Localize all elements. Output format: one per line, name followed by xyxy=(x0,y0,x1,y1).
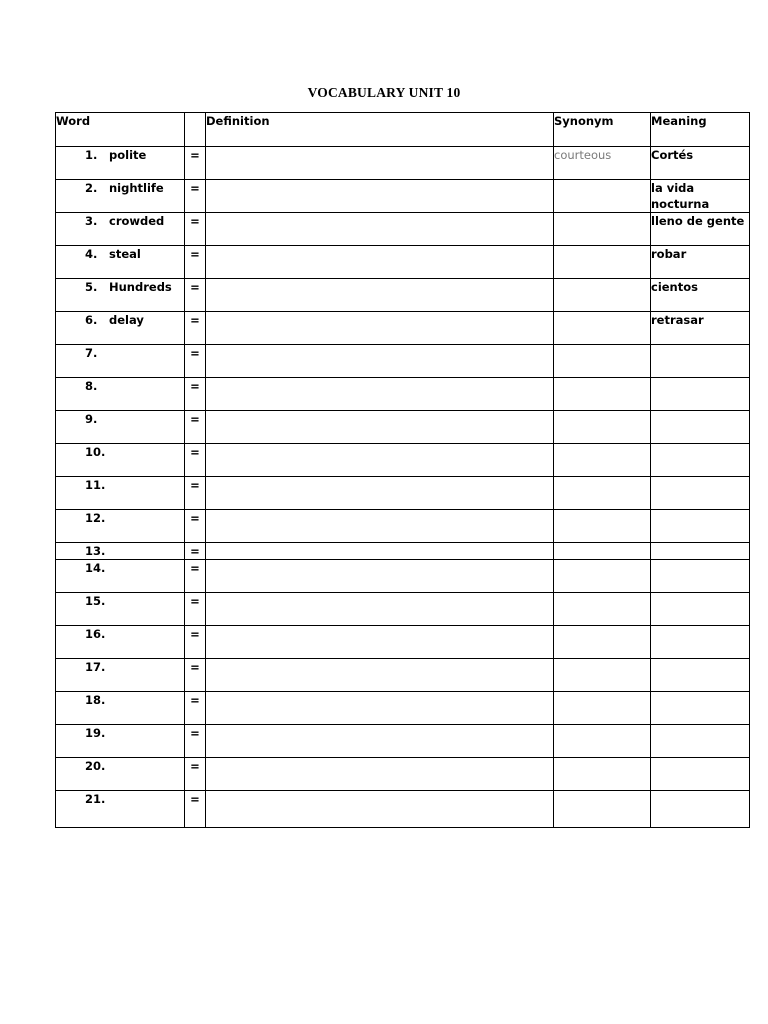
table-row xyxy=(56,246,750,279)
table-row xyxy=(56,543,750,560)
meaning-cell[interactable] xyxy=(651,345,750,378)
header-equals xyxy=(185,113,206,147)
vocab-word: delay xyxy=(109,313,144,327)
meaning-cell[interactable] xyxy=(651,725,750,758)
table-row xyxy=(56,659,750,692)
row-number: 7. xyxy=(85,346,98,360)
definition-cell[interactable] xyxy=(206,560,554,593)
table-row xyxy=(56,477,750,510)
table-row xyxy=(56,411,750,444)
meaning-cell[interactable] xyxy=(651,659,750,692)
synonym-cell[interactable] xyxy=(554,510,651,543)
table-row xyxy=(56,180,750,213)
word-cell[interactable] xyxy=(56,758,185,791)
row-number: 3. xyxy=(85,214,98,228)
page-title: VOCABULARY UNIT 10 xyxy=(307,85,461,100)
meaning-cell[interactable]: la vida nocturna xyxy=(651,180,750,213)
synonym-cell[interactable] xyxy=(554,444,651,477)
synonym-cell[interactable] xyxy=(554,345,651,378)
definition-cell[interactable] xyxy=(206,692,554,725)
synonym-cell[interactable] xyxy=(554,692,651,725)
table-row xyxy=(56,378,750,411)
word-cell[interactable] xyxy=(56,725,185,758)
synonym-cell[interactable] xyxy=(554,279,651,312)
meaning-cell[interactable] xyxy=(651,510,750,543)
equals-sign: = xyxy=(185,444,206,477)
row-number: 15. xyxy=(85,594,106,608)
row-number: 14. xyxy=(85,561,106,575)
vocab-word: polite xyxy=(109,148,147,162)
meaning-cell[interactable] xyxy=(651,477,750,510)
synonym-cell[interactable] xyxy=(554,593,651,626)
definition-cell[interactable] xyxy=(206,659,554,692)
synonym-cell[interactable] xyxy=(554,626,651,659)
equals-sign: = xyxy=(185,626,206,659)
word-cell[interactable] xyxy=(56,378,185,411)
synonym-cell[interactable] xyxy=(554,411,651,444)
word-cell[interactable] xyxy=(56,543,185,560)
equals-sign: = xyxy=(185,147,206,180)
vocab-word: crowded xyxy=(109,214,165,228)
table-row xyxy=(56,725,750,758)
equals-sign: = xyxy=(185,246,206,279)
definition-cell[interactable] xyxy=(206,411,554,444)
word-cell[interactable] xyxy=(56,180,185,213)
word-cell[interactable] xyxy=(56,510,185,543)
row-number: 9. xyxy=(85,412,98,426)
row-number: 11. xyxy=(85,478,106,492)
header-synonym: Synonym xyxy=(554,113,651,147)
row-number: 13. xyxy=(85,544,106,558)
word-cell[interactable] xyxy=(56,444,185,477)
definition-cell[interactable] xyxy=(206,510,554,543)
definition-cell[interactable] xyxy=(206,758,554,791)
word-cell[interactable] xyxy=(56,692,185,725)
word-cell[interactable] xyxy=(56,279,185,312)
definition-cell[interactable] xyxy=(206,593,554,626)
meaning-cell[interactable]: Cortés xyxy=(651,147,750,180)
synonym-cell[interactable] xyxy=(554,180,651,213)
row-number: 19. xyxy=(85,726,106,740)
synonym-cell[interactable] xyxy=(554,791,651,828)
table-row xyxy=(56,626,750,659)
equals-sign: = xyxy=(185,725,206,758)
row-number: 1. xyxy=(85,148,98,162)
meaning-cell[interactable] xyxy=(651,444,750,477)
word-cell[interactable] xyxy=(56,312,185,345)
synonym-cell[interactable] xyxy=(554,378,651,411)
definition-cell[interactable] xyxy=(206,543,554,560)
table-row xyxy=(56,593,750,626)
synonym-cell[interactable] xyxy=(554,213,651,246)
word-cell[interactable] xyxy=(56,477,185,510)
header-meaning: Meaning xyxy=(651,113,750,147)
table-row xyxy=(56,345,750,378)
header-word: Word xyxy=(56,113,185,147)
word-cell[interactable] xyxy=(56,659,185,692)
vocab-word: steal xyxy=(109,247,141,261)
equals-sign: = xyxy=(185,543,206,560)
word-cell[interactable] xyxy=(56,626,185,659)
meaning-cell[interactable] xyxy=(651,543,750,560)
equals-sign: = xyxy=(185,692,206,725)
synonym-cell[interactable] xyxy=(554,758,651,791)
definition-cell[interactable] xyxy=(206,345,554,378)
definition-cell[interactable] xyxy=(206,213,554,246)
table-row xyxy=(56,560,750,593)
equals-sign: = xyxy=(185,378,206,411)
word-cell[interactable] xyxy=(56,791,185,828)
row-number: 21. xyxy=(85,792,106,806)
row-number: 16. xyxy=(85,627,106,641)
synonym-cell[interactable] xyxy=(554,560,651,593)
meaning-cell[interactable]: lleno de gente xyxy=(651,213,750,246)
definition-cell[interactable] xyxy=(206,477,554,510)
equals-sign: = xyxy=(185,213,206,246)
row-number: 5. xyxy=(85,280,98,294)
equals-sign: = xyxy=(185,560,206,593)
row-number: 4. xyxy=(85,247,98,261)
equals-sign: = xyxy=(185,510,206,543)
definition-cell[interactable] xyxy=(206,791,554,828)
row-number: 20. xyxy=(85,759,106,773)
row-number: 12. xyxy=(85,511,106,525)
vocab-word: nightlife xyxy=(109,181,164,195)
definition-cell[interactable] xyxy=(206,626,554,659)
table-row xyxy=(56,692,750,725)
meaning-cell[interactable]: retrasar xyxy=(651,312,750,345)
meaning-cell[interactable] xyxy=(651,378,750,411)
word-cell[interactable] xyxy=(56,560,185,593)
synonym-cell[interactable] xyxy=(554,246,651,279)
table-row xyxy=(56,758,750,791)
header-definition: Definition xyxy=(206,113,554,147)
definition-cell[interactable] xyxy=(206,279,554,312)
synonym-cell[interactable] xyxy=(554,543,651,560)
row-number: 17. xyxy=(85,660,106,674)
word-cell[interactable] xyxy=(56,147,185,180)
definition-cell[interactable] xyxy=(206,246,554,279)
meaning-cell[interactable]: robar xyxy=(651,246,750,279)
table-row xyxy=(56,444,750,477)
row-number: 8. xyxy=(85,379,98,393)
word-cell[interactable] xyxy=(56,345,185,378)
row-number: 18. xyxy=(85,693,106,707)
definition-cell[interactable] xyxy=(206,312,554,345)
table-header-row xyxy=(56,113,750,147)
meaning-cell[interactable] xyxy=(651,692,750,725)
synonym-cell[interactable]: courteous xyxy=(554,147,651,180)
table-row xyxy=(56,791,750,828)
equals-sign: = xyxy=(185,659,206,692)
meaning-cell[interactable] xyxy=(651,560,750,593)
equals-sign: = xyxy=(185,180,206,213)
word-cell[interactable] xyxy=(56,213,185,246)
equals-sign: = xyxy=(185,477,206,510)
equals-sign: = xyxy=(185,411,206,444)
meaning-cell[interactable] xyxy=(651,758,750,791)
equals-sign: = xyxy=(185,593,206,626)
synonym-cell[interactable] xyxy=(554,725,651,758)
word-cell[interactable] xyxy=(56,246,185,279)
table-row xyxy=(56,312,750,345)
synonym-cell[interactable] xyxy=(554,312,651,345)
equals-sign: = xyxy=(185,791,206,828)
equals-sign: = xyxy=(185,312,206,345)
definition-cell[interactable] xyxy=(206,378,554,411)
word-cell[interactable] xyxy=(56,593,185,626)
table-row xyxy=(56,147,750,180)
vocabulary-table xyxy=(55,112,750,828)
synonym-cell[interactable] xyxy=(554,477,651,510)
row-number: 2. xyxy=(85,181,98,195)
row-number: 6. xyxy=(85,313,98,327)
meaning-cell[interactable] xyxy=(651,626,750,659)
row-number: 10. xyxy=(85,445,106,459)
equals-sign: = xyxy=(185,279,206,312)
meaning-cell[interactable] xyxy=(651,411,750,444)
meaning-cell[interactable]: cientos xyxy=(651,279,750,312)
equals-sign: = xyxy=(185,345,206,378)
synonym-cell[interactable] xyxy=(554,659,651,692)
table-row xyxy=(56,213,750,246)
equals-sign: = xyxy=(185,758,206,791)
table-row xyxy=(56,510,750,543)
definition-cell[interactable] xyxy=(206,444,554,477)
table-row xyxy=(56,279,750,312)
definition-cell[interactable] xyxy=(206,725,554,758)
word-cell[interactable] xyxy=(56,411,185,444)
meaning-cell[interactable] xyxy=(651,593,750,626)
vocab-word: Hundreds xyxy=(109,280,172,294)
definition-cell[interactable] xyxy=(206,180,554,213)
meaning-cell[interactable] xyxy=(651,791,750,828)
definition-cell[interactable] xyxy=(206,147,554,180)
